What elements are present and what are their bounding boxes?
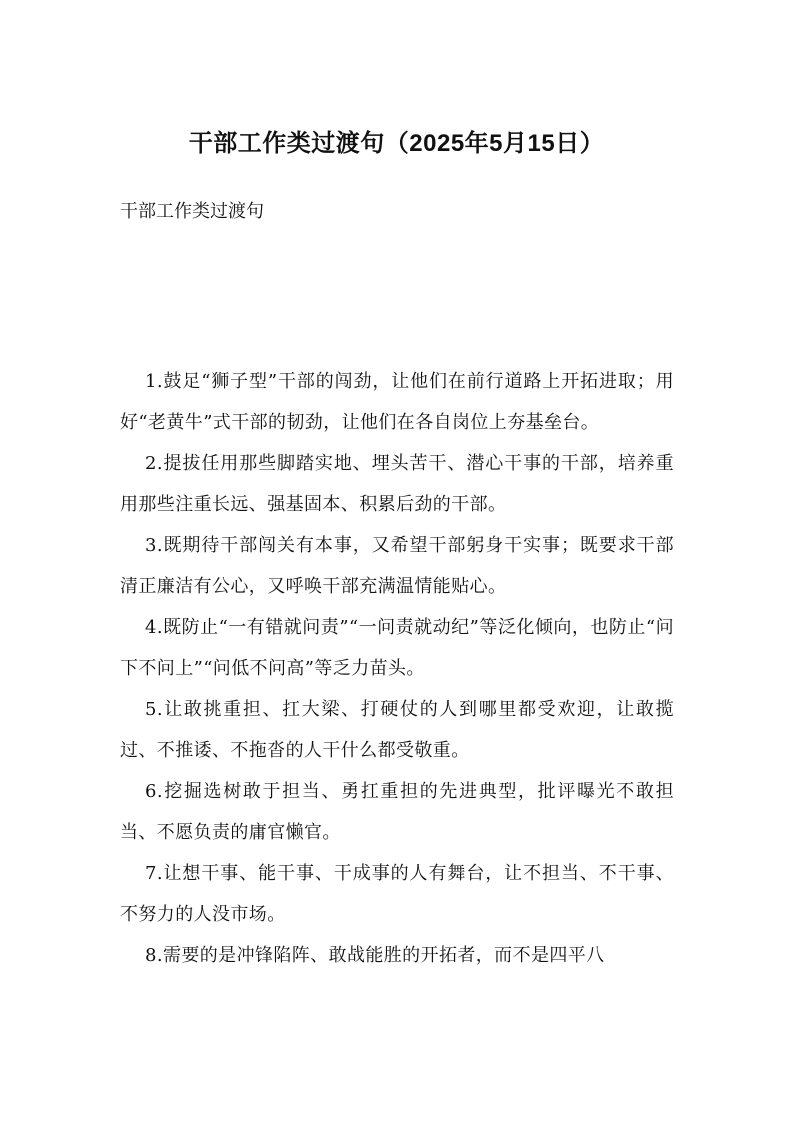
paragraph-1: 1.鼓足“狮子型”干部的闯劲，让他们在前行道路上开拓进取；用好“老黄牛”式干部的韧劲，让他们在各自岗位上夯基垒台。 [120, 371, 674, 433]
document-title: 干部工作类过渡句（2025年5月15日） [188, 130, 605, 157]
paragraph-3: 3.既期待干部闯关有本事，又希望干部躬身干实事；既要求干部清正廉洁有公心，又呼唤干部充满温情能贴心。 [120, 535, 674, 597]
paragraph-6: 6.挖掘选树敢于担当、勇扛重担的先进典型，批评曝光不敢担当、不愿负责的庸官懒官。 [120, 781, 674, 843]
paragraph-4: 4.既防止“一有错就问责”“一问责就动纪”等泛化倾向，也防止“问下不问上”“问低不问高”等乏力苗头。 [120, 617, 674, 679]
document-body [120, 361, 674, 976]
document-subtitle: 干部工作类过渡句 [120, 201, 264, 222]
paragraph-5: 5.让敢挑重担、扛大梁、打硬仗的人到哪里都受欢迎，让敢揽过、不推诿、不拖沓的人干什么都受敬重。 [120, 699, 674, 761]
paragraph-8: 8.需要的是冲锋陷阵、敢战能胜的开拓者，而不是四平八 [145, 945, 605, 966]
paragraph-7: 7.让想干事、能干事、干成事的人有舞台，让不担当、不干事、不努力的人没市场。 [120, 863, 674, 925]
paragraph-2: 2.提拔任用那些脚踏实地、埋头苦干、潜心干事的干部，培养重用那些注重长远、强基固本、积累后劲的干部。 [120, 453, 674, 515]
